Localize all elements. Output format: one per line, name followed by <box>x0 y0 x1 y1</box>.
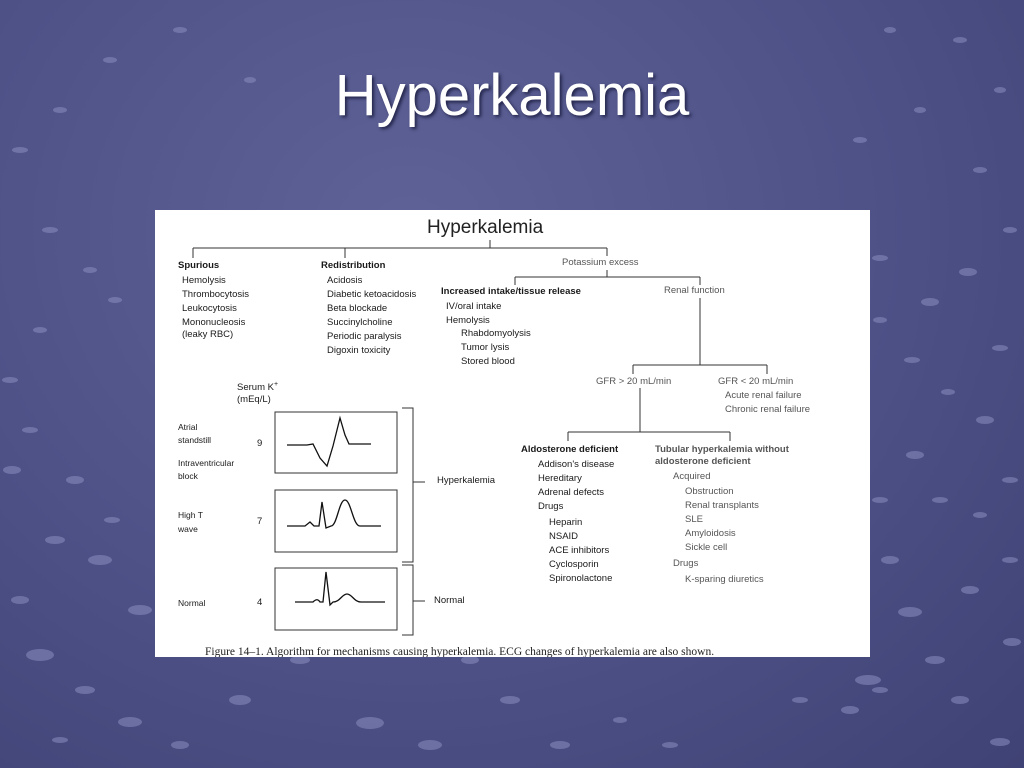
tubular-heading-line2: aldosterone deficient <box>655 456 751 467</box>
redistribution-item: Acidosis <box>327 275 363 286</box>
ecg-trace-normal <box>295 572 385 605</box>
background-dot <box>976 416 994 424</box>
background-dot <box>2 377 18 383</box>
serum-unit-label: (mEq/L) <box>237 394 271 405</box>
background-dot <box>12 147 28 153</box>
background-dot <box>925 656 945 664</box>
ecg-row-label: Atrial <box>178 422 198 432</box>
ecg-row-value: 7 <box>257 516 263 527</box>
background-dot <box>613 717 627 723</box>
background-dot <box>66 476 84 484</box>
gfr-high-heading: GFR > 20 mL/min <box>596 376 672 387</box>
background-dot <box>500 696 520 704</box>
background-dot <box>921 298 939 306</box>
background-dot <box>11 596 29 604</box>
background-dot <box>959 268 977 276</box>
ecg-row-label: wave <box>178 524 198 534</box>
redistribution-item: Succinylcholine <box>327 317 393 328</box>
tubular-drugs-label: Drugs <box>673 558 699 569</box>
background-dot <box>1003 227 1017 233</box>
background-dot <box>229 695 251 705</box>
aldosterone-item: Hereditary <box>538 473 582 484</box>
spurious-item: Leukocytosis <box>182 303 237 314</box>
redistribution-item: Beta blockade <box>327 303 388 314</box>
redistribution-item: Periodic paralysis <box>327 331 402 342</box>
tubular-item: Amyloidosis <box>685 528 736 539</box>
background-dot <box>88 555 112 565</box>
spurious-item: (leaky RBC) <box>182 329 234 340</box>
background-dot <box>904 357 920 363</box>
hyperkalemia-figure <box>155 210 870 657</box>
intake-subitem: Rhabdomyolysis <box>461 328 531 339</box>
potassium-excess-heading: Potassium excess <box>562 257 639 268</box>
background-dot <box>973 167 987 173</box>
background-dot <box>872 255 888 261</box>
serum-k-label: Serum K+ <box>237 381 279 394</box>
spurious-item: Thrombocytosis <box>182 289 250 300</box>
background-dot <box>83 267 97 273</box>
bracket-label-hyperkalemia: Hyperkalemia <box>437 475 496 486</box>
background-dot <box>33 327 47 333</box>
intake-heading: Increased intake/tissue release <box>441 286 581 297</box>
background-dot <box>662 742 678 748</box>
background-dot <box>45 536 65 544</box>
spurious-item: Mononucleosis <box>182 317 246 328</box>
intake-subitem: Stored blood <box>461 356 515 367</box>
tubular-heading: Tubular hyperkalemia without <box>655 444 789 455</box>
aldosterone-item: Addison's disease <box>538 459 615 470</box>
background-dot <box>873 317 887 323</box>
background-dot <box>171 741 189 749</box>
background-dot <box>1002 557 1018 563</box>
background-dot <box>951 696 969 704</box>
background-dot <box>932 497 948 503</box>
background-dot <box>3 466 21 474</box>
background-dot <box>1002 477 1018 483</box>
ecg-trace-atrial-standstill <box>287 418 371 466</box>
figure-title: Hyperkalemia <box>427 217 544 238</box>
renal-function-heading: Renal function <box>664 285 725 296</box>
aldosterone-item: Adrenal defects <box>538 487 605 498</box>
gfr-low-item: Acute renal failure <box>725 390 802 401</box>
background-dot <box>22 427 38 433</box>
aldosterone-drug: ACE inhibitors <box>549 545 610 556</box>
background-dot <box>884 27 896 33</box>
intake-item: Hemolysis <box>446 315 490 326</box>
background-dot <box>992 345 1008 351</box>
background-dot <box>26 649 54 661</box>
tubular-acquired: Acquired <box>673 471 711 482</box>
intake-subitem: Tumor lysis <box>461 342 510 353</box>
background-dot <box>990 738 1010 746</box>
intake-item: IV/oral intake <box>446 301 502 312</box>
background-dot <box>898 607 922 617</box>
gfr-low-item: Chronic renal failure <box>725 404 811 415</box>
background-dot <box>104 517 120 523</box>
background-dot <box>941 389 955 395</box>
serum-k-superscript: + <box>273 381 279 388</box>
spurious-item: Hemolysis <box>182 275 226 286</box>
ecg-row-label: High T <box>178 510 203 520</box>
aldosterone-drug: NSAID <box>549 531 579 542</box>
redistribution-heading: Redistribution <box>321 260 386 271</box>
ecg-row-label: standstill <box>178 435 212 445</box>
tubular-item: SLE <box>685 514 703 525</box>
background-dot <box>855 675 881 685</box>
background-dot <box>1003 638 1021 646</box>
ecg-row-value: 9 <box>257 438 263 449</box>
ecg-row-label: Normal <box>178 598 206 608</box>
gfr-low-heading: GFR < 20 mL/min <box>718 376 794 387</box>
background-dot <box>961 586 979 594</box>
background-dot <box>841 706 859 714</box>
background-dot <box>52 737 68 743</box>
tubular-drug: K-sparing diuretics <box>685 574 764 585</box>
aldosterone-drug: Heparin <box>549 517 583 528</box>
aldosterone-heading: Aldosterone deficient <box>521 444 619 455</box>
redistribution-item: Diabetic ketoacidosis <box>327 289 417 300</box>
flowchart-lines <box>155 210 870 657</box>
ecg-trace-high-t-wave <box>287 500 381 528</box>
background-dot <box>973 512 987 518</box>
ecg-row-label: Intraventricular <box>178 458 235 468</box>
figure-caption: Figure 14–1. Algorithm for mechanisms causing hyperkalemia. ECG changes of hyperkalemia are also shown. <box>205 646 715 657</box>
tubular-item: Obstruction <box>685 486 734 497</box>
background-dot <box>108 297 122 303</box>
background-dot <box>356 717 384 729</box>
aldosterone-drug: Spironolactone <box>549 573 613 584</box>
background-dot <box>881 556 899 564</box>
background-dot <box>173 27 187 33</box>
background-dot <box>550 741 570 749</box>
tubular-item: Renal transplants <box>685 500 759 511</box>
background-dot <box>953 37 967 43</box>
aldosterone-drug: Cyclosporin <box>549 559 599 570</box>
background-dot <box>418 740 442 750</box>
background-dot <box>872 497 888 503</box>
background-dot <box>128 605 152 615</box>
background-dot <box>42 227 58 233</box>
background-dot <box>461 656 479 664</box>
background-dot <box>792 697 808 703</box>
ecg-row-value: 4 <box>257 597 263 608</box>
background-dot <box>906 451 924 459</box>
bracket-label-normal: Normal <box>434 595 465 606</box>
slide-title: Hyperkalemia <box>334 63 690 128</box>
tubular-item: Sickle cell <box>685 542 728 553</box>
background-dot <box>290 656 310 664</box>
redistribution-item: Digoxin toxicity <box>327 345 391 356</box>
ecg-row-label: block <box>178 471 198 481</box>
background-dot <box>118 717 142 727</box>
aldosterone-item: Drugs <box>538 501 564 512</box>
spurious-heading: Spurious <box>178 260 220 271</box>
background-dot <box>75 686 95 694</box>
background-dot <box>872 687 888 693</box>
background-dot <box>853 137 867 143</box>
